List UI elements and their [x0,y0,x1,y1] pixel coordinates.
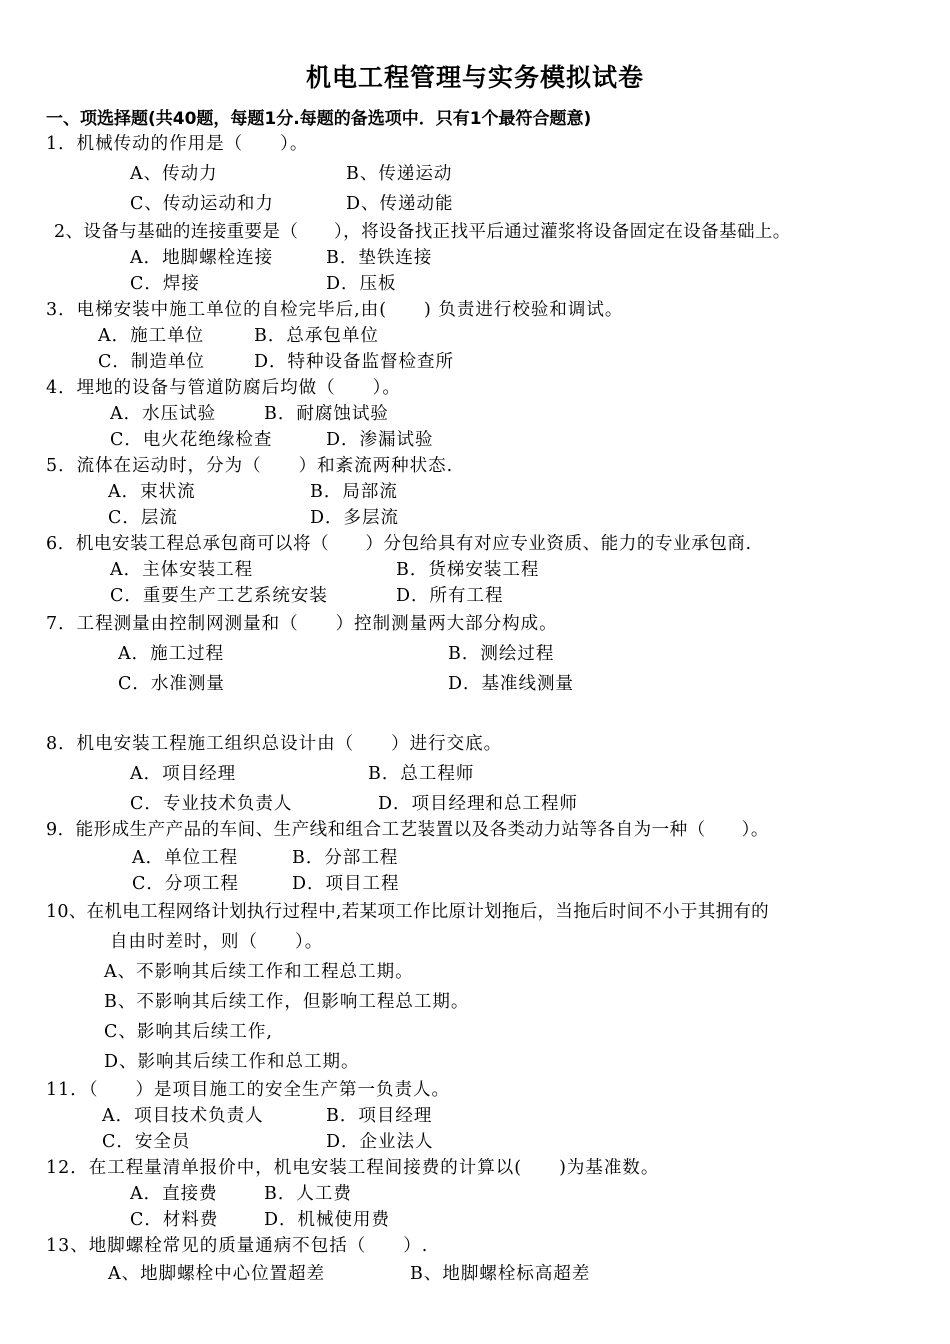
question-12-stem: 12．在工程量清单报价中，机电安装工程间接费的计算以( )为基准数。 [46,1158,660,1178]
question-2-option-d: D．压板 [326,274,397,294]
question-4-stem: 4．埋地的设备与管道防腐后均做（ ）。 [46,378,401,398]
question-2-option-c: C．焊接 [130,274,200,294]
question-13-option-a: A、地脚螺栓中心位置超差 [108,1264,326,1284]
question-12-option-a: A．直接费 [130,1184,218,1204]
question-7-option-a: A．施工过程 [118,644,225,664]
question-4-option-c: C．电火花绝缘检查 [110,430,273,450]
question-9-option-b: B．分部工程 [292,848,399,868]
question-9-stem: 9．能形成生产产品的车间、生产线和组合工艺装置以及各类动力站等各自为一种（ ）。 [46,820,769,840]
question-5-option-b: B．局部流 [310,482,398,502]
question-1-option-a: A、传动力 [130,164,218,184]
question-10-option-a: A、不影响其后续工作和工程总工期。 [104,962,414,982]
exam-title: 机电工程管理与实务模拟试卷 [305,63,644,92]
question-1-stem: 1．机械传动的作用是（ ）。 [46,134,309,154]
question-12-option-d: D．机械使用费 [264,1210,391,1230]
question-3-option-b: B．总承包单位 [254,326,379,346]
question-5-option-a: A．束状流 [108,482,196,502]
question-3-option-d: D．特种设备监督检查所 [254,352,455,372]
question-6-stem: 6．机电安装工程总承包商可以将（ ）分包给具有对应专业资质、能力的专业承包商. [46,534,752,554]
question-4-option-b: B．耐腐蚀试验 [264,404,389,424]
question-3-option-c: C．制造单位 [98,352,205,372]
question-7-stem: 7．工程测量由控制网测量和（ ）控制测量两大部分构成。 [46,614,558,634]
question-5-option-d: D．多层流 [310,508,400,528]
question-4-option-d: D．渗漏试验 [326,430,434,450]
question-11-option-b: B．项目经理 [326,1106,433,1126]
question-4-option-a: A．水压试验 [110,404,217,424]
question-9-option-c: C．分项工程 [132,874,239,894]
question-2-option-b: B．垫铁连接 [326,248,433,268]
question-7-option-d: D．基准线测量 [448,674,575,694]
question-10-option-c: C、影响其后续工作, [104,1022,273,1042]
question-2-option-a: A．地脚螺栓连接 [130,248,274,268]
question-3-stem: 3．电梯安装中施工单位的自检完毕后,由( ) 负责进行校验和调试。 [46,300,624,320]
question-6-option-a: A．主体安装工程 [110,560,254,580]
question-13-option-b: B、地脚螺栓标高超差 [410,1264,591,1284]
question-3-option-a: A．施工单位 [98,326,205,346]
question-1-option-c: C、传动运动和力 [130,194,274,214]
question-6-option-d: D．所有工程 [396,586,504,606]
question-6-option-b: B．货梯安装工程 [396,560,540,580]
question-5-option-c: C．层流 [108,508,178,528]
question-9-option-d: D．项目工程 [292,874,400,894]
question-8-option-b: B．总工程师 [368,764,475,784]
question-10-stem-continued: 自由时差时，则（ ）。 [110,932,324,952]
question-1-option-b: B、传递运动 [346,164,453,184]
question-1-option-d: D、传递动能 [346,194,454,214]
question-11-option-d: D．企业法人 [326,1132,434,1152]
question-10-option-b: B、不影响其后续工作，但影响工程总工期。 [104,992,470,1012]
question-9-option-a: A．单位工程 [132,848,239,868]
question-6-option-c: C．重要生产工艺系统安装 [110,586,328,606]
question-11-option-c: C．安全员 [102,1132,191,1152]
question-8-stem: 8．机电安装工程施工组织总设计由（ ）进行交底。 [46,734,503,754]
question-8-option-d: D．项目经理和总工程师 [378,794,579,814]
question-7-option-b: B．测绘过程 [448,644,555,664]
question-7-option-c: C．水准测量 [118,674,225,694]
question-12-option-b: B．人工费 [264,1184,352,1204]
question-10-stem: 10、在机电工程网络计划执行过程中,若某项工作比原计划拖后，当拖后时间不小于其拥有的 [46,902,769,922]
question-10-option-d: D、影响其后续工作和总工期。 [104,1052,360,1072]
question-2-stem: 2、设备与基础的连接重要是（ ），将设备找正找平后通过灌浆将设备固定在设备基础上。 [54,222,791,242]
question-8-option-c: C．专业技术负责人 [130,794,293,814]
question-5-stem: 5．流体在运动时，分为（ ）和紊流两种状态. [46,456,454,476]
question-11-stem: 11．（ ）是项目施工的安全生产第一负责人。 [46,1080,451,1100]
question-12-option-c: C．材料费 [130,1210,219,1230]
section-heading: 一、项选择题(共40题，每题1分.每题的备选项中．只有1个最符合题意) [46,109,592,129]
question-11-option-a: A．项目技术负责人 [102,1106,264,1126]
question-8-option-a: A．项目经理 [130,764,237,784]
question-13-stem: 13、地脚螺栓常见的质量通病不包括（ ）. [46,1236,429,1256]
